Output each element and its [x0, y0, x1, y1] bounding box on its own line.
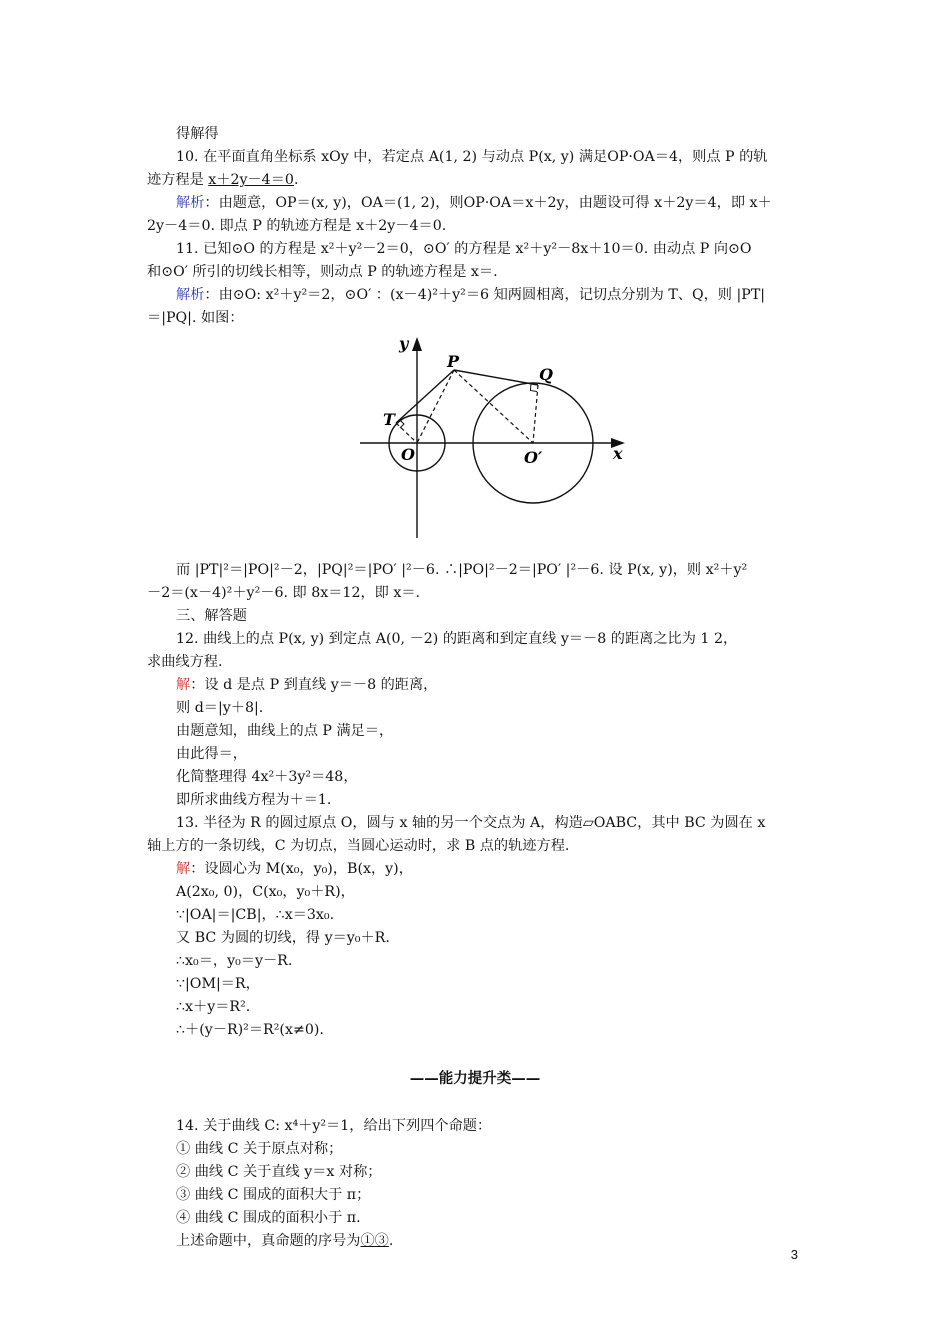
right-angle-mark-T	[400, 420, 404, 428]
analysis-label: 解析	[176, 195, 205, 211]
solution-10-line-1	[176, 193, 772, 213]
proposition-4: ④ 曲线 C 围成的面积小于 π.	[176, 1210, 361, 1226]
problem-12-line-1: 12. 曲线上的点 P(x, y) 到定点 A(0, －2) 的距离和到定直线 y＝－8 的距离之比为 1 2，	[176, 631, 738, 647]
tangent-PT	[396, 370, 454, 423]
label-T: T	[383, 410, 395, 429]
text-span: 迹方程是	[147, 172, 209, 188]
solution-10-line-2: 2y－4＝0. 即点 P 的轨迹方程是 x＋2y－4＝0.	[147, 218, 447, 234]
problem-13-line-1: 13. 半径为 R 的圆过原点 O，圆与 x 轴的另一个交点为 A，构造▱OABC，其中 BC 为圆在 x	[176, 815, 766, 831]
text-span: ：由⊙O: x²＋y²＝2，⊙O′ ：(x－4)²＋y²＝6 知两圆相离，记切点分别为 T、Q，则 |PT|	[204, 287, 766, 303]
label-y: y	[399, 334, 409, 353]
problem-11-line-1: 11. 已知⊙O 的方程是 x²＋y²－2＝0，⊙O′ 的方程是 x²＋y²－8x＋10＝0. 由动点 P 向⊙O	[176, 241, 752, 257]
solution-12-line-3: 由题意知，曲线上的点 P 满足＝，	[176, 723, 394, 739]
solution-13-line-5: ∴x₀＝，y₀＝y－R.	[176, 953, 293, 969]
text-span: ：设 d 是点 P 到直线 y＝－8 的距离，	[190, 677, 438, 693]
solution-12-line-5: 化简整理得 4x²＋3y²＝48，	[176, 769, 358, 785]
problem-10-line-1: 10. 在平面直角坐标系 xOy 中，若定点 A(1, 2) 与动点 P(x, y) 满足OP·OA＝4，则点 P 的轨	[176, 149, 768, 165]
segment-PO	[417, 370, 454, 443]
label-Q: Q	[539, 365, 553, 384]
label-O: O	[401, 445, 415, 464]
solution-13-line-6: ∵|OM|＝R，	[176, 976, 260, 992]
text-span: .	[388, 1233, 394, 1249]
problem-13-line-2: 轴上方的一条切线，C 为切点，当圆心运动时，求 B 点的轨迹方程.	[147, 838, 570, 854]
solution-13-line-3: ∵|OA|＝|CB|，∴x＝3x₀.	[176, 907, 335, 923]
text-span: ：设圆心为 M(x₀，y₀)，B(x，y)，	[190, 861, 413, 877]
problem-12-line-2: 求曲线方程.	[147, 654, 223, 670]
proposition-3: ③ 曲线 C 围成的面积大于 π；	[176, 1187, 371, 1203]
problem-14-line-1: 14. 关于曲线 C: x⁴＋y²＝1，给出下列四个命题：	[176, 1118, 492, 1134]
solution-label: 解	[176, 677, 191, 693]
solution-13-line-4: 又 BC 为圆的切线，得 y＝y₀＋R.	[176, 930, 390, 946]
proposition-2: ② 曲线 C 关于直线 y＝x 对称；	[176, 1164, 382, 1180]
analysis-label: 解析	[176, 287, 205, 303]
label-P: P	[447, 352, 460, 371]
proposition-1: ① 曲线 C 关于原点对称；	[176, 1141, 343, 1157]
solution-13-line-2: A(2x₀, 0)，C(x₀，y₀＋R)，	[176, 884, 355, 900]
circles-tangent-figure	[355, 333, 635, 543]
label-x: x	[613, 444, 623, 463]
answer-underlined: ①③	[360, 1233, 389, 1249]
section-title: ——能力提升类——	[409, 1071, 541, 1087]
radius-OT	[396, 423, 417, 443]
solution-13-line-1	[176, 859, 413, 879]
text-span: ：由题意，OP＝(x, y)，OA＝(1, 2)，则OP·OA＝x＋2y，由题设可得 x＋2y＝4，即 x＋	[204, 195, 772, 211]
page-number: 3	[790, 1247, 798, 1262]
segment-PO-prime	[454, 370, 533, 443]
answer-underlined: x＋2y－4＝0	[208, 172, 294, 188]
solution-13-line-8: ∴＋(y－R)²＝R²(x≠0).	[176, 1022, 324, 1038]
text-span: .	[293, 172, 299, 188]
problem-10-line-2	[147, 170, 298, 190]
problem-14-answer	[176, 1231, 393, 1251]
solution-label: 解	[176, 861, 191, 877]
solution-12-line-6: 即所求曲线方程为＋＝1.	[176, 792, 332, 808]
solution-11-line-1	[176, 285, 765, 305]
solution-11-line-4: －2＝(x－4)²＋y²－6. 即 8x＝12，即 x＝.	[147, 585, 421, 601]
solution-11-line-3: 而 |PT|²＝|PO|²－2，|PQ|²＝|PO′ |²－6. ∴|PO|²－2＝|PO′ |²－6. 设 P(x, y)，则 x²＋y²	[176, 562, 748, 578]
solution-13-line-7: ∴x＋y＝R².	[176, 999, 251, 1015]
text-span: 上述命题中，真命题的序号为	[176, 1233, 361, 1249]
label-O-prime: O′	[524, 448, 543, 467]
section-heading: 三、解答题	[176, 608, 247, 624]
solution-12-line-1	[176, 675, 437, 695]
solution-11-line-2: ＝|PQ|. 如图：	[147, 310, 244, 326]
solution-12-line-2: 则 d＝|y＋8|.	[176, 700, 264, 716]
problem-11-line-2: 和⊙O′ 所引的切线长相等，则动点 P 的轨迹方程是 x＝.	[147, 264, 498, 280]
y-axis-arrow	[412, 337, 422, 351]
text-line: 得解得	[176, 126, 219, 142]
solution-12-line-4: 由此得＝，	[176, 746, 247, 762]
tangent-PQ	[454, 370, 538, 385]
radius-O-prime-Q	[533, 385, 538, 443]
